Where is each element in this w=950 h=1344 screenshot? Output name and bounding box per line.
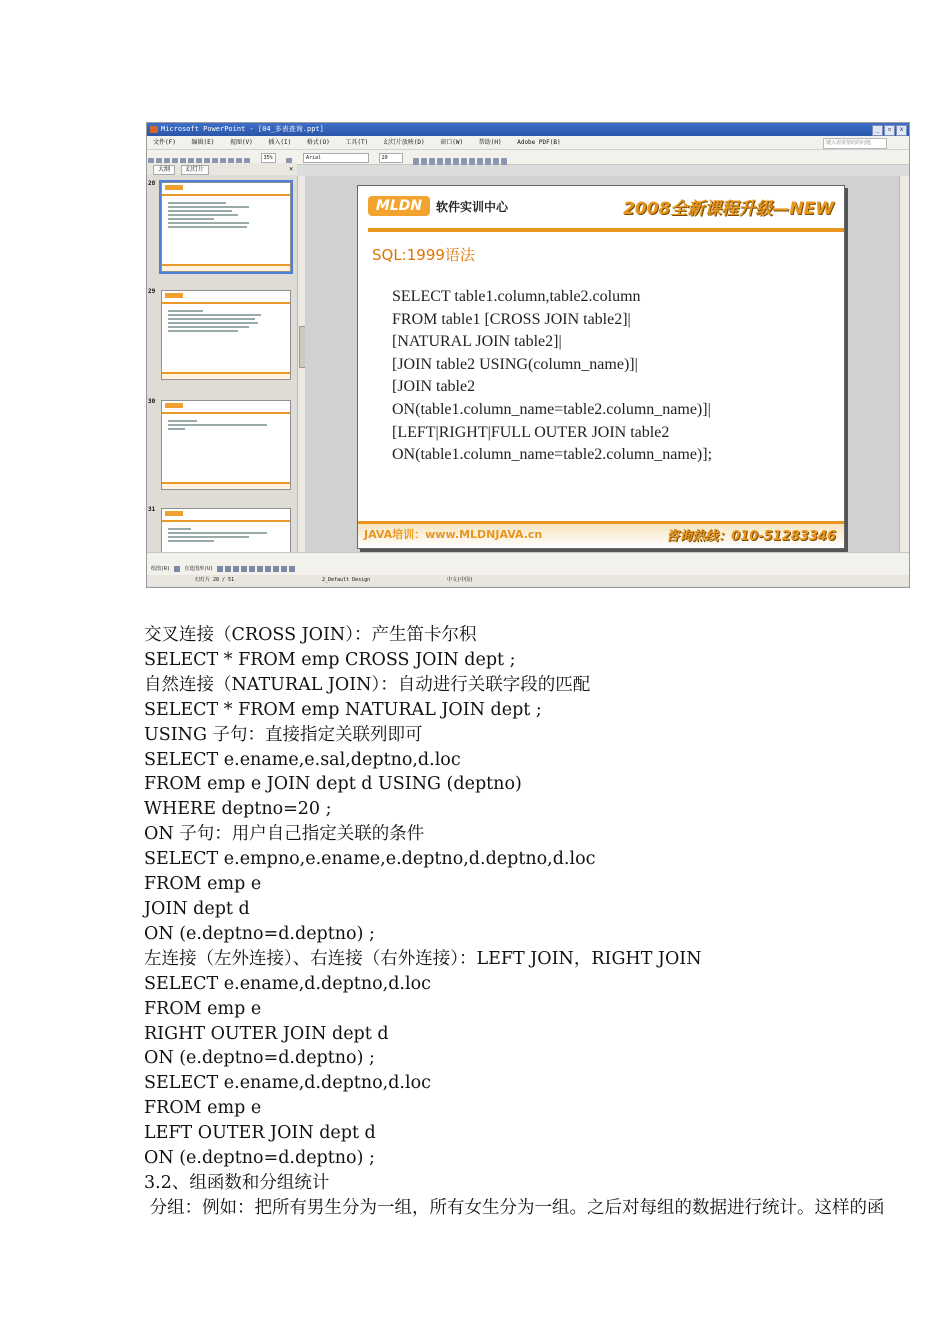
menu-bar — [147, 136, 909, 149]
underline-icon[interactable] — [429, 158, 435, 165]
slide-banner: 2008全新课程升级—NEW — [623, 199, 834, 219]
doc-line: SELECT e.ename,d.deptno,d.loc — [144, 973, 431, 994]
code-line: [LEFT|RIGHT|FULL OUTER JOIN table2 — [392, 423, 670, 441]
picture-icon[interactable] — [265, 566, 271, 572]
arrow-icon[interactable] — [225, 566, 231, 572]
doc-line: ON (e.deptno=d.deptno) ; — [144, 1148, 375, 1169]
doc-line: LEFT OUTER JOIN dept d — [144, 1123, 376, 1144]
font-size-select[interactable]: 20 — [379, 153, 403, 163]
code-line: ON(table1.column_name=table2.column_name)]| — [392, 400, 711, 418]
pane-tabs — [147, 163, 297, 175]
doc-line: SELECT * FROM emp NATURAL JOIN dept ; — [144, 699, 542, 720]
slide-number: 31 — [148, 506, 156, 513]
slide-thumbnail[interactable] — [161, 290, 291, 380]
tab-outline[interactable]: 大纲 — [153, 165, 175, 175]
font-color-icon[interactable] — [289, 566, 295, 572]
code-line: [JOIN table2 — [392, 378, 476, 396]
divider — [368, 228, 844, 232]
tab-slides[interactable]: 幻灯片 — [181, 165, 209, 175]
code-line: ON(table1.column_name=table2.column_name)]; — [392, 446, 713, 464]
status-language: 中文(中国) — [447, 577, 474, 583]
align-left-icon[interactable] — [445, 158, 451, 165]
pane-close-icon[interactable]: × — [289, 165, 294, 173]
footer-website: JAVA培训：www.MLDNJAVA.cn — [364, 528, 543, 541]
doc-line: USING 子句：直接指定关联列即可 — [144, 724, 423, 745]
doc-line: SELECT e.ename,e.sal,deptno,d.loc — [144, 749, 461, 770]
menu-window[interactable]: 窗口(W) — [440, 139, 464, 146]
menu-format[interactable]: 格式(O) — [306, 139, 330, 146]
window-title: Microsoft PowerPoint - [04_多表查询.ppt] — [161, 125, 324, 133]
doc-line: FROM emp e — [144, 998, 262, 1019]
draw-menu[interactable]: 绘图(R) — [151, 566, 171, 572]
slide-number: 28 — [148, 180, 156, 187]
bold-icon[interactable] — [413, 158, 419, 165]
italic-icon[interactable] — [421, 158, 427, 165]
doc-line: JOIN dept d — [144, 898, 250, 919]
document-body — [144, 623, 950, 1221]
fill-color-icon[interactable] — [273, 566, 279, 572]
doc-line: RIGHT OUTER JOIN dept d — [144, 1023, 389, 1044]
doc-line: 自然连接（NATURAL JOIN）：自动进行关联字段的匹配 — [144, 674, 591, 695]
zoom-select[interactable]: 35% — [261, 153, 276, 163]
doc-line: ON (e.deptno=d.deptno) ; — [144, 923, 375, 944]
doc-line: FROM emp e — [144, 874, 262, 895]
doc-line: ON 子句：用户自己指定关联的条件 — [144, 824, 425, 845]
slide-number: 29 — [148, 288, 156, 295]
powerpoint-icon — [150, 126, 158, 133]
slide-thumbnail[interactable] — [161, 508, 291, 552]
line-color-icon[interactable] — [281, 566, 287, 572]
bullets-icon[interactable] — [477, 158, 483, 165]
numbering-icon[interactable] — [469, 158, 475, 165]
design-icon[interactable] — [493, 158, 499, 165]
shadow-icon[interactable] — [437, 158, 443, 165]
slide-thumbnail[interactable] — [161, 400, 291, 490]
doc-line: FROM emp e — [144, 1098, 262, 1119]
rectangle-icon[interactable] — [233, 566, 239, 572]
mldn-logo: MLDN — [368, 196, 430, 216]
status-bar — [147, 575, 909, 586]
doc-line: FROM emp e JOIN dept d USING (deptno) — [144, 774, 522, 795]
slide-heading: SQL:1999语法 — [372, 246, 475, 264]
footer-hotline: 咨询热线：010-51283346 — [666, 529, 836, 544]
slide-scrollbar[interactable] — [899, 176, 909, 552]
oval-icon[interactable] — [241, 566, 247, 572]
doc-line: SELECT e.ename,d.deptno,d.loc — [144, 1073, 431, 1094]
autoshape-menu[interactable]: 自选图形(U) — [184, 566, 214, 572]
status-design: 2_Default Design — [322, 577, 371, 583]
doc-line: WHERE deptno=20 ; — [144, 799, 332, 820]
slide — [357, 185, 845, 549]
doc-line: SELECT * FROM emp CROSS JOIN dept ; — [144, 649, 516, 670]
menu-tools[interactable]: 工具(T) — [345, 139, 369, 146]
slide-org: 软件实训中心 — [436, 200, 509, 214]
new-slide-icon[interactable] — [501, 158, 507, 165]
status-slide-count: 幻灯片 28 / 51 — [195, 577, 235, 583]
doc-line: ON (e.deptno=d.deptno) ; — [144, 1048, 375, 1069]
window-controls — [872, 125, 907, 136]
line-icon[interactable] — [217, 566, 223, 572]
code-line: [NATURAL JOIN table2]| — [392, 333, 562, 351]
slide-number: 30 — [148, 398, 156, 405]
align-center-icon[interactable] — [453, 158, 459, 165]
doc-line: 左连接（左外连接）、右连接（右外连接）：LEFT JOIN，RIGHT JOIN — [144, 948, 702, 969]
code-line: [JOIN table2 USING(column_name)]| — [392, 355, 638, 373]
doc-line: 分组：例如：把所有男生分为一组，所有女生分为一组。之后对每组的数据进行统计。这样的函 — [144, 1197, 885, 1218]
powerpoint-screenshot — [146, 122, 910, 588]
slide-code — [392, 286, 712, 467]
slide-thumbnail[interactable] — [161, 182, 291, 272]
close-button[interactable]: x — [896, 125, 907, 136]
drawing-toolbar — [147, 564, 909, 575]
menu-view[interactable]: 视图(V) — [229, 139, 253, 146]
menu-adobe-pdf[interactable]: Adobe PDF(B) — [517, 139, 561, 146]
menu-help[interactable]: 帮助(H) — [478, 139, 502, 146]
window-titlebar — [147, 123, 909, 136]
menu-edit[interactable]: 编辑(E) — [191, 139, 215, 146]
section-heading: 3.2、组函数和分组统计 — [144, 1172, 330, 1193]
align-right-icon[interactable] — [461, 158, 467, 165]
restore-button[interactable]: ▫ — [884, 125, 895, 136]
doc-line: 交叉连接（CROSS JOIN）：产生笛卡尔积 — [144, 625, 477, 645]
menu-file[interactable]: 文件(F) — [153, 139, 176, 146]
help-search-input[interactable]: 键入需要帮助的问题 — [823, 138, 887, 149]
textbox-icon[interactable] — [249, 566, 255, 572]
menu-slideshow[interactable]: 幻灯片放映(D) — [383, 139, 425, 146]
font-color-icon[interactable] — [485, 158, 491, 165]
menu-insert[interactable]: 插入(I) — [268, 139, 292, 146]
select-arrow-icon[interactable] — [174, 566, 180, 572]
code-line: SELECT table1.column,table2.column — [392, 288, 641, 305]
doc-line: SELECT e.empno,e.ename,e.deptno,d.deptno,d.loc — [144, 849, 596, 870]
code-line: FROM table1 [CROSS JOIN table2]| — [392, 310, 631, 328]
minimize-button[interactable]: _ — [872, 125, 883, 136]
font-name-select[interactable]: Arial — [303, 153, 369, 163]
wordart-icon[interactable] — [257, 566, 263, 572]
slide-thumbnail-pane — [147, 176, 297, 552]
